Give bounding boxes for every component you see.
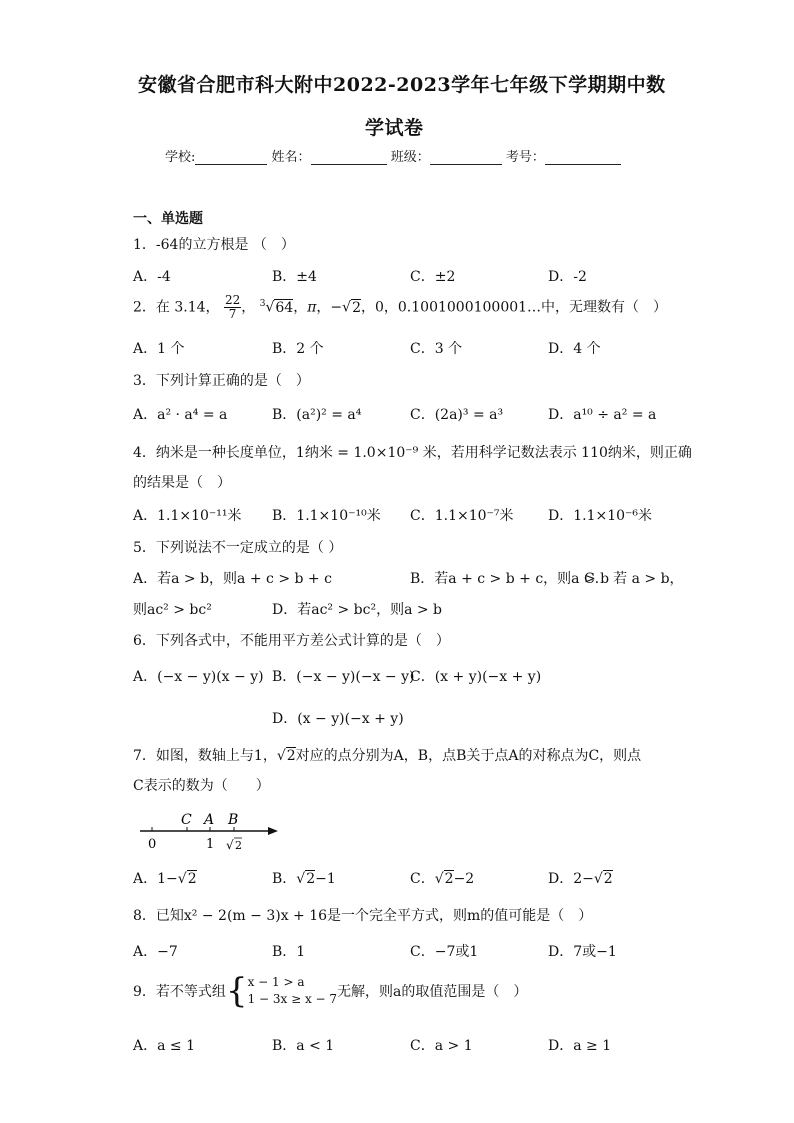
- point-a-label: A: [204, 812, 215, 828]
- option-key: A．: [133, 871, 158, 887]
- q7-stem-post: 对应的点分别为A，B，点B关于点A的对称点为C，则点: [295, 748, 642, 764]
- point-b-label: B: [228, 812, 239, 828]
- option-radicand: 2: [603, 871, 613, 887]
- q5-option-a[interactable]: A．若a > b，则a + c > b + c: [133, 571, 332, 587]
- inequality-1: x − 1 > a: [247, 975, 305, 989]
- q5-option-d[interactable]: D．若ac² > bc²，则a > b: [272, 602, 443, 618]
- q3-option-d[interactable]: D．a¹⁰ ÷ a² = a: [548, 407, 657, 423]
- q1-option-c[interactable]: C．±2: [410, 269, 456, 285]
- school-label: 学校:: [165, 150, 196, 165]
- option-post: −1: [315, 871, 336, 887]
- q9-option-a[interactable]: A．a ≤ 1: [133, 1038, 195, 1054]
- radical-icon: √: [434, 871, 444, 887]
- section-title: 一、单选题: [133, 211, 203, 227]
- q9-option-d[interactable]: D．a ≥ 1: [548, 1038, 612, 1054]
- q2-option-a[interactable]: A．1 个: [133, 341, 185, 357]
- q6-option-c[interactable]: C．(x + y)(−x + y): [410, 669, 542, 685]
- option-pre: 2−: [573, 871, 594, 887]
- q1-option-d[interactable]: D．-2: [548, 269, 587, 285]
- fraction-denominator: 7: [228, 307, 237, 321]
- q7-option-a[interactable]: [133, 868, 197, 888]
- option-key: C．: [410, 871, 435, 887]
- q5-option-c-part1[interactable]: C． 若 a > b，: [584, 571, 684, 587]
- q1-option-a[interactable]: A．-4: [133, 269, 171, 285]
- radical-icon: √: [226, 838, 234, 852]
- q2-option-c[interactable]: C．3 个: [410, 341, 463, 357]
- q6-option-b[interactable]: B．(−x − y)(−x − y): [272, 669, 415, 685]
- option-radicand: 2: [306, 871, 316, 887]
- radical-icon: √: [265, 299, 275, 316]
- q2-option-b[interactable]: B．2 个: [272, 341, 324, 357]
- option-key: D．: [548, 871, 574, 887]
- number-label: 考号：: [505, 150, 545, 165]
- q4-option-a[interactable]: A．1.1×10⁻¹¹米: [133, 508, 242, 524]
- q3-option-a[interactable]: A．a² · a⁴ = a: [133, 407, 228, 423]
- tick-label-zero: 0: [148, 837, 157, 852]
- q9-option-b[interactable]: B．a < 1: [272, 1038, 335, 1054]
- name-label: 姓名：: [271, 150, 311, 165]
- q2-fraction: [224, 294, 241, 321]
- left-brace-icon: {: [225, 971, 248, 1011]
- student-info-line: [165, 146, 621, 165]
- q1-option-b[interactable]: B．±4: [272, 269, 317, 285]
- q2-neg-sign: ，−: [316, 299, 343, 316]
- q9-stem-pre: 9．若不等式组: [133, 984, 226, 1000]
- q8-option-b[interactable]: B．1: [272, 944, 306, 960]
- q6-option-d[interactable]: D．(x − y)(−x + y): [272, 711, 404, 727]
- radical-icon: √: [342, 299, 352, 316]
- option-radicand: 2: [444, 871, 454, 887]
- question-5-stem: 5．下列说法不一定成立的是（ ）: [133, 540, 343, 556]
- name-blank[interactable]: [311, 150, 387, 165]
- q4-option-b[interactable]: B．1.1×10⁻¹⁰米: [272, 508, 381, 524]
- pi-symbol: π: [307, 299, 317, 316]
- q7-option-c[interactable]: [410, 868, 474, 888]
- q2-stem-pre: 2．在 3.14，: [133, 299, 220, 316]
- question-3-stem: 3．下列计算正确的是（ ）: [133, 373, 310, 389]
- question-2-stem: 2．在 3.14， $\frac{22}{7}$ ， $^3$√64，π，−√2，0，0.1001000100001…中，无理数有（ ）: [133, 293, 668, 321]
- point-c-label: C: [181, 812, 192, 828]
- q5-option-b[interactable]: B．若a + c > b + c，则a > b: [410, 571, 610, 587]
- class-label: 班级：: [390, 150, 430, 165]
- tick-label-sqrt2: 2: [235, 839, 242, 852]
- radical-icon: √: [593, 871, 603, 887]
- q7-option-d[interactable]: [548, 868, 613, 888]
- option-key: B．: [272, 871, 297, 887]
- option-post: −2: [453, 871, 475, 887]
- question-1-stem: 1．-64的立方根是 （ ）: [133, 237, 295, 253]
- number-line-figure: [136, 808, 286, 856]
- question-4-stem-line1: 4．纳米是一种长度单位，1纳米 = 1.0×10⁻⁹ 米，若用科学记数法表示 110纳米，则正确: [133, 445, 692, 461]
- inequality-system: [248, 974, 338, 1008]
- question-6-stem: 6．下列各式中，不能用平方差公式计算的是（ ）: [133, 633, 450, 649]
- q4-option-c[interactable]: C．1.1×10⁻⁷米: [410, 508, 514, 524]
- cube-root-radicand: 64: [275, 299, 294, 316]
- exam-title-line1: 安徽省合肥市科大附中2022-2023学年七年级下学期期中数: [138, 74, 666, 96]
- q7-stem-pre: 7．如图，数轴上与1，: [133, 748, 277, 764]
- sqrt-radicand: 2: [352, 299, 361, 316]
- q8-option-c[interactable]: C．−7或1: [410, 944, 479, 960]
- q8-option-a[interactable]: A．−7: [133, 944, 178, 960]
- q7-option-b[interactable]: [272, 868, 336, 888]
- arrow-right-icon: [268, 827, 278, 835]
- question-7-stem-line1: [133, 745, 641, 765]
- q9-stem-post: 无解，则a的取值范围是（ ）: [337, 984, 528, 1000]
- question-4-stem-line2: 的结果是（ ）: [133, 475, 231, 491]
- tick-label-one: 1: [206, 837, 215, 852]
- option-radicand: 2: [187, 871, 197, 887]
- radical-icon: √: [276, 748, 286, 764]
- fraction-numerator: 22: [224, 293, 241, 307]
- q9-option-c[interactable]: C．a > 1: [410, 1038, 473, 1054]
- cube-root-index: 3: [259, 298, 266, 309]
- radical-icon: √: [296, 871, 306, 887]
- question-8-stem: 8．已知x² − 2(m − 3)x + 16是一个完全平方式，则m的值可能是（ ）: [133, 908, 593, 924]
- radical-icon: √: [177, 871, 187, 887]
- exam-title-line2: 学试卷: [365, 117, 424, 139]
- q6-option-a[interactable]: A．(−x − y)(x − y): [133, 669, 264, 685]
- q8-option-d[interactable]: D．7或−1: [548, 944, 617, 960]
- school-blank[interactable]: [195, 150, 267, 165]
- q3-option-c[interactable]: C．(2a)³ = a³: [410, 407, 504, 423]
- class-blank[interactable]: [430, 150, 502, 165]
- question-9-stem: [133, 971, 528, 1011]
- q4-option-d[interactable]: D．1.1×10⁻⁶米: [548, 508, 653, 524]
- q2-option-d[interactable]: D．4 个: [548, 341, 601, 357]
- option-pre: 1−: [157, 871, 178, 887]
- number-blank[interactable]: [545, 150, 621, 165]
- q3-option-b[interactable]: B．(a²)² = a⁴: [272, 407, 362, 423]
- question-7-stem-line2: C表示的数为（ ）: [133, 778, 270, 794]
- q5-option-c-part2[interactable]: 则ac² > bc²: [133, 602, 212, 618]
- inequality-2: 1 − 3x ≥ x − 7: [247, 992, 338, 1006]
- q2-stem-post: ，0，0.1001000100001…中，无理数有（ ）: [360, 299, 668, 316]
- sqrt-radicand: 2: [286, 748, 296, 764]
